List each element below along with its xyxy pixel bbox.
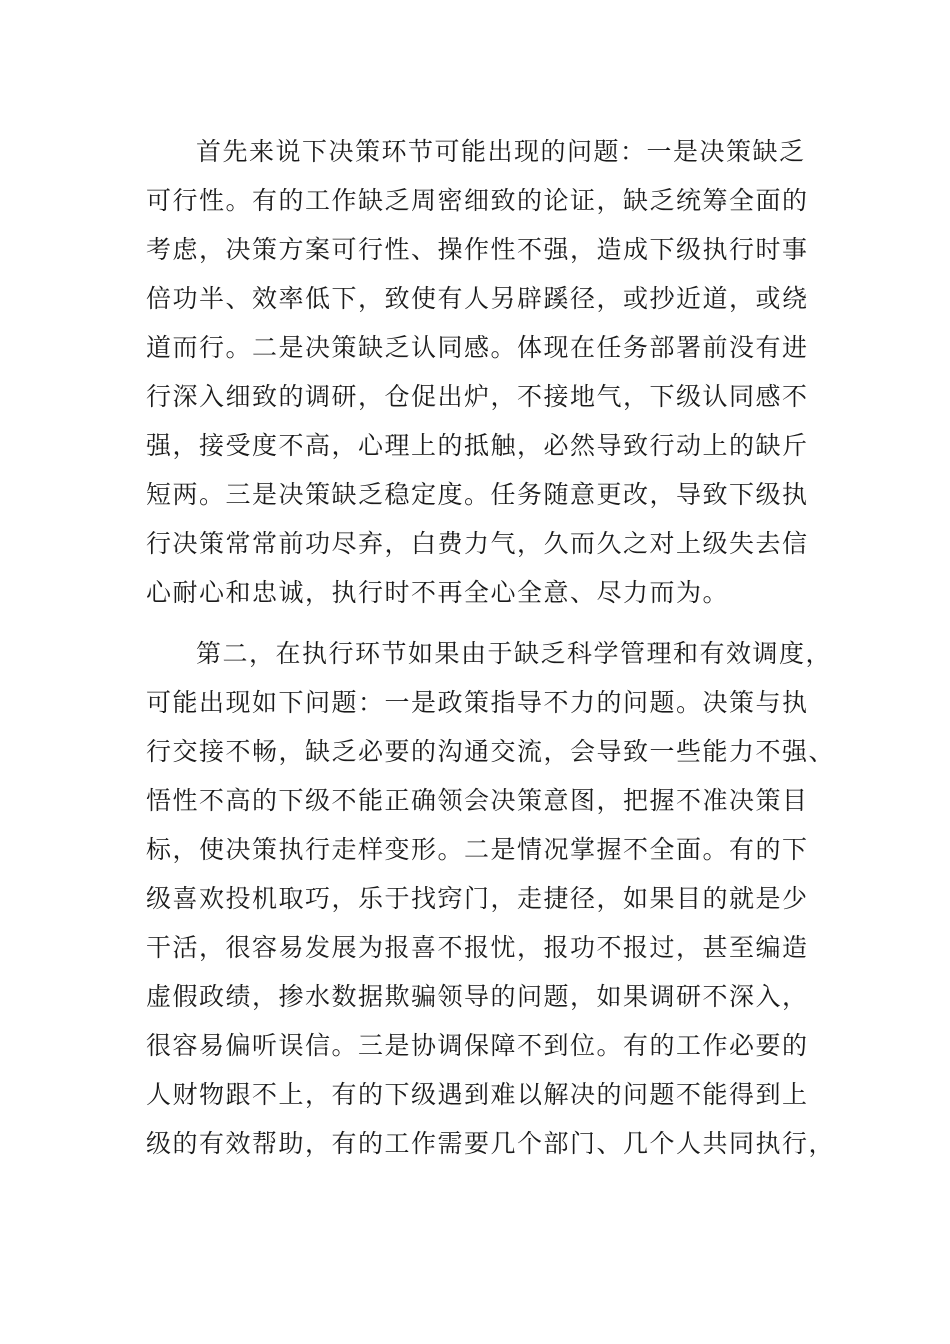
paragraph-line: 短两。三是决策缺乏稳定度。任务随意更改，导致下级执 [146, 480, 809, 509]
paragraph-line: 倍功半、效率低下，致使有人另辟蹊径，或抄近道，或绕 [146, 284, 809, 313]
paragraph-line: 强，接受度不高，心理上的抵触，必然导致行动上的缺斤 [146, 431, 809, 460]
paragraph-line: 行深入细致的调研，仓促出炉，不接地气，下级认同感不 [146, 382, 809, 411]
paragraph-line: 第二，在执行环节如果由于缺乏科学管理和有效调度， [196, 639, 833, 668]
paragraph-line: 心耐心和忠诚，执行时不再全心全意、尽力而为。 [146, 578, 730, 607]
paragraph-line: 标，使决策执行走样变形。二是情况掌握不全面。有的下 [146, 835, 809, 864]
paragraph-line: 级的有效帮助，有的工作需要几个部门、几个人共同执行， [146, 1129, 836, 1158]
paragraph-line: 人财物跟不上，有的下级遇到难以解决的问题不能得到上 [146, 1080, 809, 1109]
paragraph-line: 可行性。有的工作缺乏周密细致的论证，缺乏统筹全面的 [146, 186, 809, 215]
paragraph-line: 级喜欢投机取巧，乐于找窍门，走捷径，如果目的就是少 [146, 884, 809, 913]
paragraph-line: 行决策常常前功尽弃，白费力气，久而久之对上级失去信 [146, 529, 809, 558]
paragraph-line: 道而行。二是决策缺乏认同感。体现在任务部署前没有进 [146, 333, 809, 362]
paragraph-line: 首先来说下决策环节可能出现的问题：一是决策缺乏 [196, 137, 806, 166]
paragraph-line: 考虑，决策方案可行性、操作性不强，造成下级执行时事 [146, 235, 809, 264]
paragraph-line: 很容易偏听误信。三是协调保障不到位。有的工作必要的 [146, 1031, 809, 1060]
paragraph-line: 干活，很容易发展为报喜不报忧，报功不报过，甚至编造 [146, 933, 809, 962]
paragraph-line: 可能出现如下问题：一是政策指导不力的问题。决策与执 [146, 688, 809, 717]
paragraph-line: 行交接不畅，缺乏必要的沟通交流，会导致一些能力不强、 [146, 737, 836, 766]
paragraph-line: 虚假政绩，掺水数据欺骗领导的问题，如果调研不深入， [146, 982, 809, 1011]
paragraph-line: 悟性不高的下级不能正确领会决策意图，把握不准决策目 [146, 786, 809, 815]
